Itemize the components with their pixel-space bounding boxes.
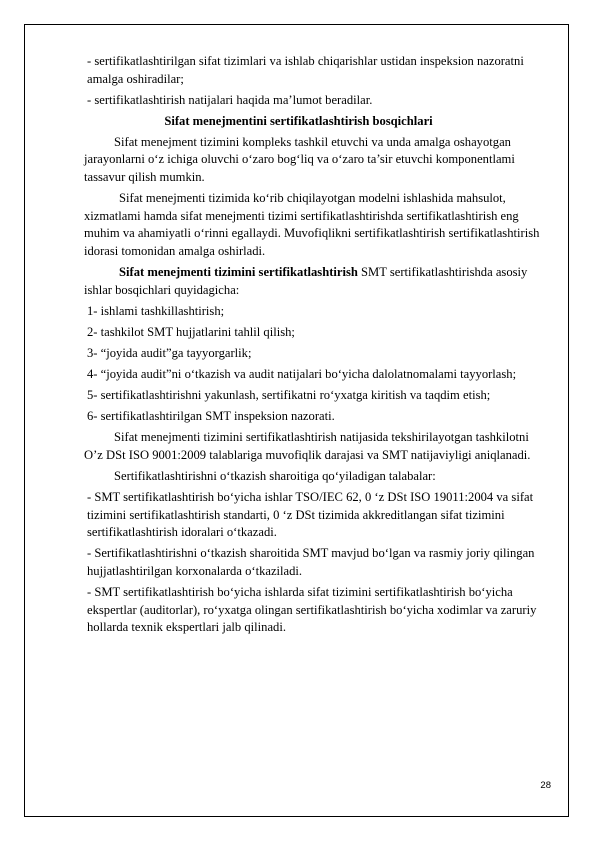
stages-intro-bold: Sifat menejmenti tizimini sertifikatlashtirish <box>119 265 358 280</box>
list-item-step-4: 4- “joyida audit”ni o‘tkazish va audit natijalari bo‘yicha dalolatnomalami tayyorlash; <box>87 367 517 381</box>
paragraph-stages-intro <box>84 264 548 299</box>
paragraph-inspection: - sertifikatlashtirilgan sifat tizimlari va ishlab chiqarishlar ustidan inspeksion nazoratni amalga oshiradilar; <box>87 54 524 86</box>
list-item-step-1: 1- ishlami tashkillashtirish; <box>87 303 225 318</box>
list-item-requirement-1: - SMT sertifikatlashtirish bo‘yicha ishlar TSO/IEC 62, 0 ‘z DSt ISO 19011:2004 va sifat tizimini sertifikatlashtirish standarti, 0 ‘z DSt tizimida akkreditlangan sifat tizimini sertifikatlashtirish idoralari o‘tkazadi. <box>87 490 534 540</box>
list-item-step-2: 2- tashkilot SMT hujjatlarini tahlil qilish; <box>87 324 295 339</box>
list-item-step-3: 3- “joyida audit”ga tayyorgarlik; <box>87 345 252 360</box>
paragraph-information: - sertifikatlashtirish natijalari haqida ma’lumot beradilar. <box>87 92 373 107</box>
section-heading: Sifat menejmentini sertifikatlashtirish bosqichlari <box>164 113 433 128</box>
list-item-step-6: 6- sertifikatlashtirilgan SMT inspeksion nazorati. <box>87 409 335 424</box>
page-number: 28 <box>540 780 551 791</box>
paragraph-model: Sifat menejmenti tizimida ko‘rib chiqilayotgan modelni ishlashida mahsulot, xizmatlami hamda sifat menejmenti tizimi sertifikatlashtirishda sertifikatlashtirish eng muhim va ahamiyatli o‘rinni egallaydi. Muvofiqlikni sertifikatlashtirish sertifikatlashtirish idorasi tomonidan amalga oshirladi. <box>84 191 540 258</box>
paragraph-results: Sifat menejmenti tizimini sertifikatlashtirish natijasida tekshirilayotgan tashkilotni O’z DSt ISO 9001:2009 talablariga muvofiqlik darajasi va SMT natijaviyligi aniqlanadi. <box>84 430 531 462</box>
paragraph-components: Sifat menejment tizimini kompleks tashkil etuvchi va unda amalga oshayotgan jarayonlarni o‘z ichiga oluvchi o‘zaro bog‘liq va o‘zaro ta’sir etuvchi komponentlami tassavur qilish mumkin. <box>84 134 515 185</box>
stages-intro-rest: SMT sertifikatlashtirishda asosiy ishlar bosqichlari quyidagicha: <box>84 265 528 297</box>
list-item-requirement-3: - SMT sertifikatlashtirish bo‘yicha ishlarda sifat tizimini sertifikatlashtirish bo‘yicha ekspertlar (auditorlar), ro‘yxatga olingan sertifikatlashtirish bo‘yicha xodimlar va zaruriy hollarda texnik ekspertlari jalb qilinadi. <box>87 585 537 635</box>
list-item-step-5: 5- sertifikatlashtirishni yakunlash, sertifikatni ro‘yxatga kiritish va taqdim etish; <box>87 388 491 403</box>
document-body <box>84 53 548 640</box>
paragraph-requirements-intro: Sertifikatlashtirishni o‘tkazish sharoitiga qo‘yiladigan talabalar: <box>114 468 436 483</box>
list-item-requirement-2: - Sertifikatlashtirishni o‘tkazish sharoitida SMT mavjud bo‘lgan va rasmiy joriy qilingan hujjatlashtirilgan korxonalarda o‘tkaziladi. <box>87 546 535 578</box>
